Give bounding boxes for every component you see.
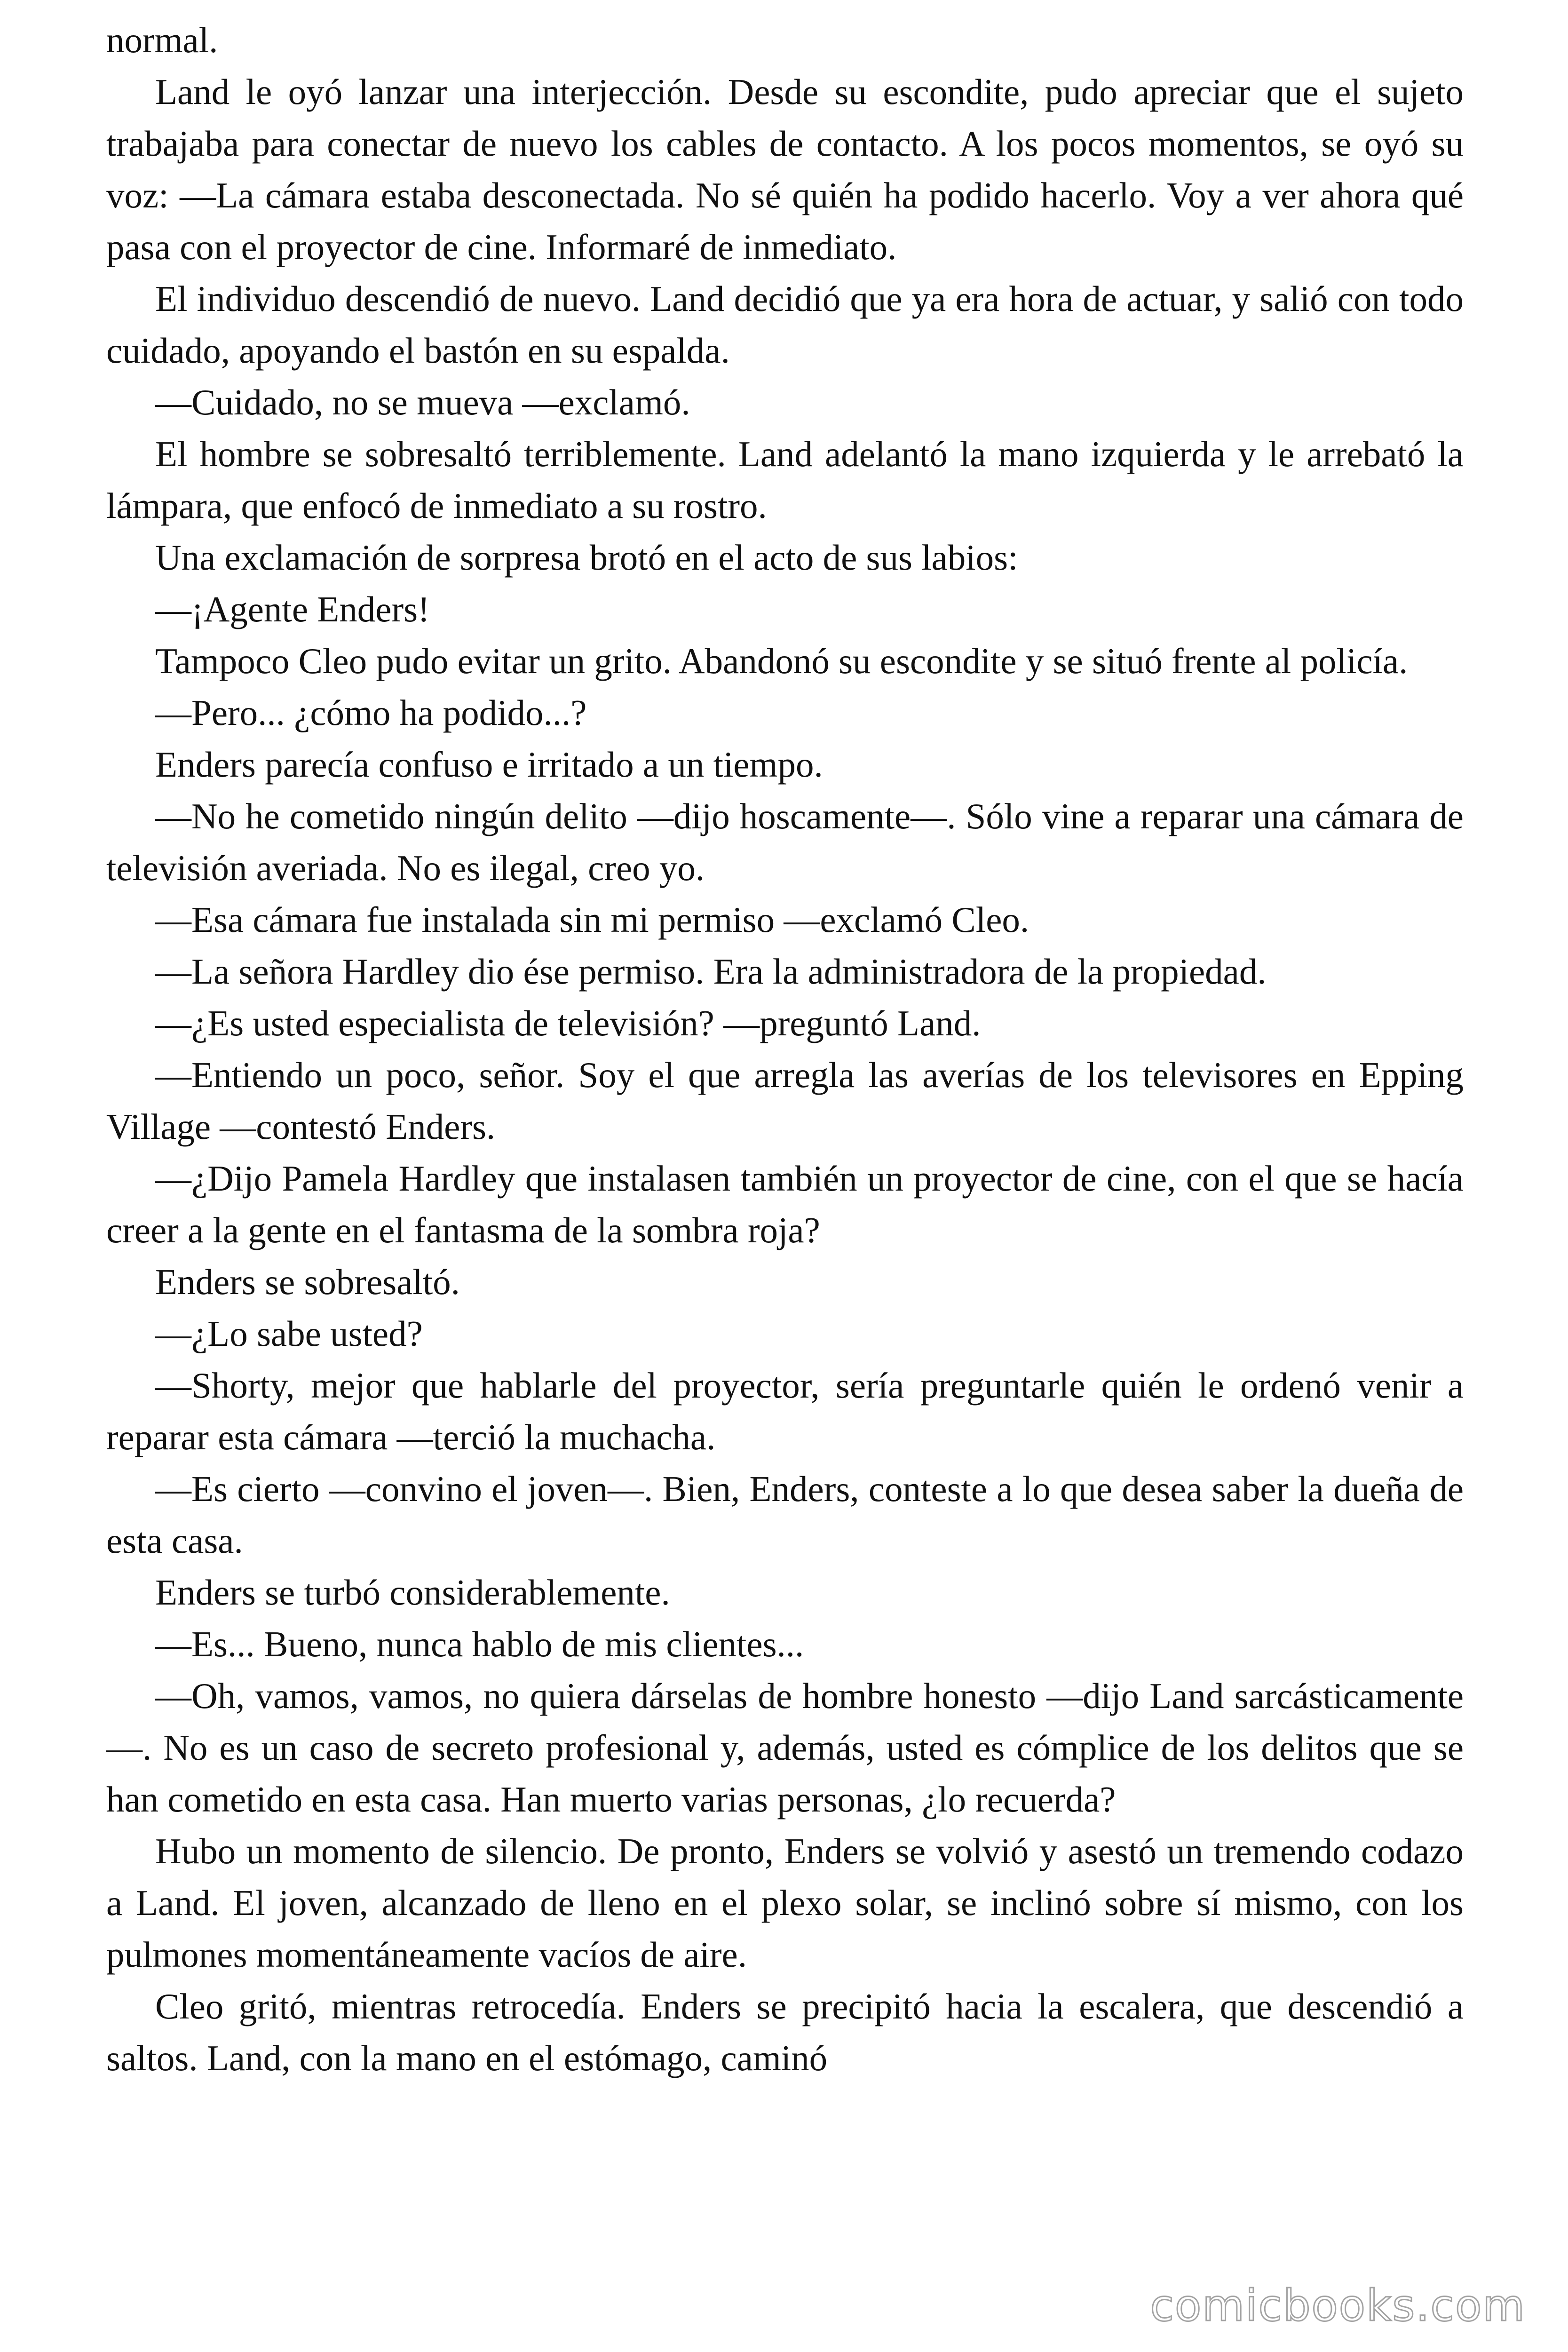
paragraph: Tampoco Cleo pudo evitar un grito. Abandonó su escondite y se situó frente al policía. bbox=[155, 641, 1408, 681]
paragraph: Enders se turbó considerablemente. bbox=[155, 1572, 670, 1613]
paragraph: —¿Dijo Pamela Hardley que instalasen también un proyector de cine, con el que se hacía creer a la gente en el fantasma de la sombra roja? bbox=[106, 1158, 1464, 1250]
paragraph: Una exclamación de sorpresa brotó en el acto de sus labios: bbox=[155, 537, 1018, 578]
paragraph: —¿Lo sabe usted? bbox=[155, 1313, 423, 1354]
paragraph: Hubo un momento de silencio. De pronto, Enders se volvió y asestó un tremendo codazo a Land. El joven, alcanzado de lleno en el plexo solar, se inclinó sobre sí mismo, con los pulmones momentáneamente vacíos de aire. bbox=[106, 1831, 1464, 1975]
site-watermark: comicbooks.com bbox=[1150, 2280, 1526, 2331]
paragraph: —Es cierto —convino el joven—. Bien, Enders, conteste a lo que desea saber la dueña de esta casa. bbox=[106, 1469, 1464, 1561]
paragraph: —No he cometido ningún delito —dijo hoscamente—. Sólo vine a reparar una cámara de televisión averiada. No es ilegal, creo yo. bbox=[106, 796, 1464, 888]
paragraph: —Entiendo un poco, señor. Soy el que arregla las averías de los televisores en Epping Village —contestó Enders. bbox=[106, 1055, 1464, 1147]
paragraph: —Es... Bueno, nunca hablo de mis clientes... bbox=[155, 1624, 804, 1664]
paragraph: —Shorty, mejor que hablarle del proyector, sería preguntarle quién le ordenó venir a reparar esta cámara —terció la muchacha. bbox=[106, 1365, 1464, 1457]
paragraph: —La señora Hardley dio ése permiso. Era la administradora de la propiedad. bbox=[155, 951, 1267, 992]
paragraph: El hombre se sobresaltó terriblemente. Land adelantó la mano izquierda y le arrebató la lámpara, que enfocó de inmediato a su rostro. bbox=[106, 434, 1464, 526]
paragraph: —Pero... ¿cómo ha podido...? bbox=[155, 692, 587, 733]
paragraph: —Oh, vamos, vamos, no quiera dárselas de hombre honesto —dijo Land sarcásticamente—. No es un caso de secreto profesional y, además, usted es cómplice de los delitos que se han cometido en esta casa. Han muerto varias personas, ¿lo recuerda? bbox=[106, 1676, 1464, 1820]
paragraph: Enders se sobresaltó. bbox=[155, 1262, 460, 1302]
paragraph: —Cuidado, no se mueva —exclamó. bbox=[155, 382, 690, 422]
paragraph: El individuo descendió de nuevo. Land decidió que ya era hora de actuar, y salió con todo cuidado, apoyando el bastón en su espalda. bbox=[106, 278, 1464, 371]
paragraph: —¡Agente Enders! bbox=[155, 589, 430, 629]
paragraph: —¿Es usted especialista de televisión? —preguntó Land. bbox=[155, 1003, 981, 1043]
paragraph: Enders parecía confuso e irritado a un tiempo. bbox=[155, 744, 823, 785]
paragraph: Cleo gritó, mientras retrocedía. Enders se precipitó hacia la escalera, que descendió a saltos. Land, con la mano en el estómago, caminó bbox=[106, 1986, 1464, 2078]
paragraph: Land le oyó lanzar una interjección. Desde su escondite, pudo apreciar que el sujeto trabajaba para conectar de nuevo los cables de contacto. A los pocos momentos, se oyó su voz: —La cámara estaba desconectada. No sé quién ha podido hacerlo. Voy a ver ahora qué pasa con el proyector de cine. Informaré de inmediato. bbox=[106, 72, 1464, 267]
body-text bbox=[106, 14, 1464, 2084]
paragraph: —Esa cámara fue instalada sin mi permiso —exclamó Cleo. bbox=[155, 899, 1029, 940]
paragraph: normal. bbox=[106, 20, 218, 60]
